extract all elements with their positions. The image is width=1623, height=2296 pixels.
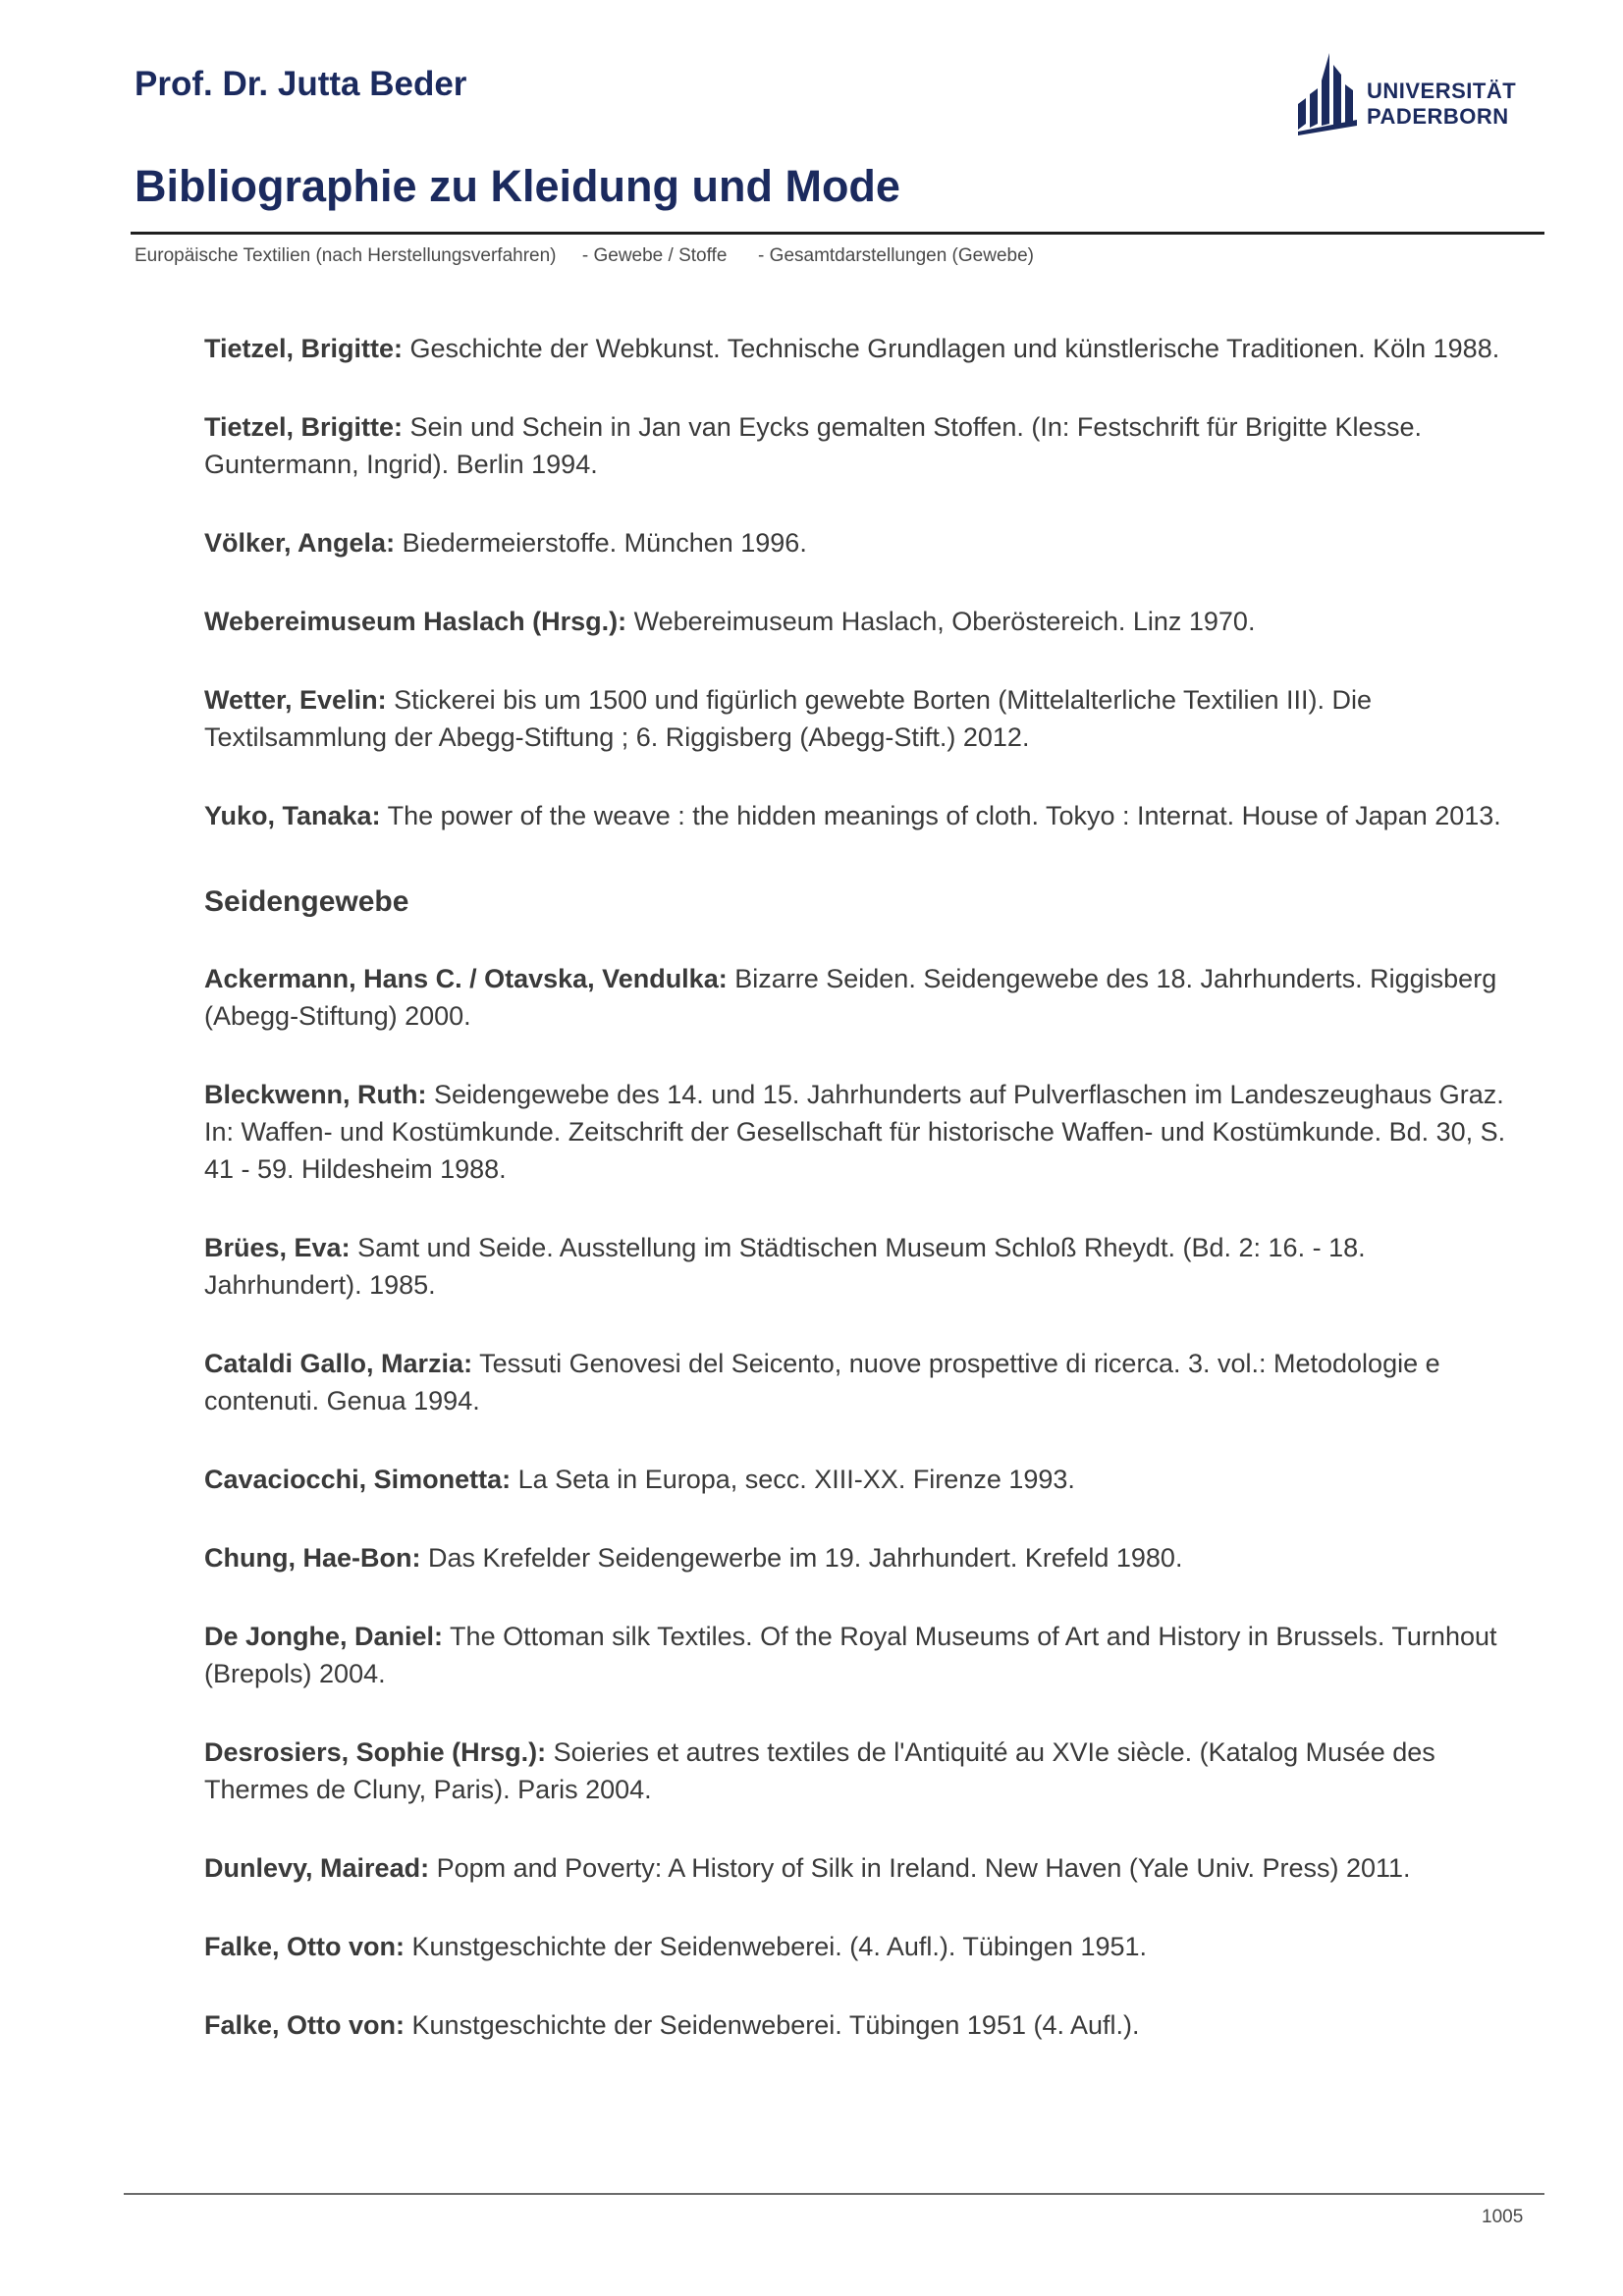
entry-author: Tietzel, Brigitte: (204, 334, 404, 363)
entry-text: Tessuti Genovesi del Seicento, nuove prospettive di ricerca. 3. vol.: Metodologie e contenuti. Genua 1994. (204, 1349, 1440, 1415)
section-heading: Seidengewebe (204, 885, 409, 918)
university-building-icon (1298, 51, 1361, 135)
entry-author: Yuko, Tanaka: (204, 801, 381, 830)
author-header: Prof. Dr. Jutta Beder (135, 65, 467, 103)
entry-text: Webereimuseum Haslach, Oberöstereich. Linz 1970. (626, 607, 1256, 636)
bibliography-entry (204, 1618, 1520, 1692)
bibliography-entry (204, 1734, 1520, 1808)
entry-author: Völker, Angela: (204, 528, 396, 558)
entry-text: Sein und Schein in Jan van Eycks gemalten Stoffen. (In: Festschrift für Brigitte Klesse. Guntermann, Ingrid). Berlin 1994. (204, 412, 1423, 479)
entry-text: Seidengewebe des 14. und 15. Jahrhunderts auf Pulverflaschen im Landeszeughaus Graz. In: Waffen- und Kostümkunde. Zeitschrift der Gesellschaft für historische Waffen- und Kostümkunde. Bd. 30, S. 41 - 59. Hildesheim 1988. (204, 1080, 1506, 1184)
bibliography-list (204, 330, 1520, 2085)
bibliography-entry (204, 960, 1520, 1035)
entry-author: Desrosiers, Sophie (Hrsg.): (204, 1737, 547, 1767)
bibliography-entry (204, 1539, 1520, 1576)
bibliography-entry (204, 330, 1520, 367)
university-logo (1298, 51, 1524, 135)
entry-author: Cataldi Gallo, Marzia: (204, 1349, 473, 1378)
page-number: 1005 (1482, 2207, 1524, 2227)
entry-text: Biedermeierstoffe. München 1996. (395, 528, 807, 558)
bibliography-entry (204, 2006, 1520, 2044)
entry-author: Falke, Otto von: (204, 1932, 406, 1961)
entry-text: Kunstgeschichte der Seidenweberei. Tübingen 1951 (4. Aufl.). (405, 2010, 1140, 2040)
document-title: Bibliographie zu Kleidung und Mode (135, 161, 900, 211)
bibliography-entry (204, 1461, 1520, 1498)
entry-text: Popm and Poverty: A History of Silk in Ireland. New Haven (Yale Univ. Press) 2011. (429, 1853, 1411, 1883)
entry-text: Soieries et autres textiles de l'Antiquité au XVIe siècle. (Katalog Musée des Thermes de Cluny, Paris). Paris 2004. (204, 1737, 1435, 1804)
bibliography-entry (204, 797, 1520, 834)
entry-author: Brües, Eva: (204, 1233, 351, 1262)
entry-text: Kunstgeschichte der Seidenweberei. (4. Aufl.). Tübingen 1951. (405, 1932, 1148, 1961)
entry-author: Chung, Hae-Bon: (204, 1543, 421, 1573)
logo-line-paderborn: PADERBORN (1367, 104, 1509, 129)
bibliography-entry (204, 681, 1520, 756)
entry-text: Bizarre Seiden. Seidengewebe des 18. Jahrhunderts. Riggisberg (Abegg-Stiftung) 2000. (204, 964, 1497, 1031)
bibliography-entry (204, 1849, 1520, 1887)
entry-text: Samt und Seide. Ausstellung im Städtischen Museum Schloß Rheydt. (Bd. 2: 16. - 18. Jahrhundert). 1985. (204, 1233, 1366, 1300)
bibliography-entry (204, 408, 1520, 483)
bibliography-entry (204, 1928, 1520, 1965)
entry-text: The Ottoman silk Textiles. Of the Royal Museums of Art and History in Brussels. Turnhout (Brepols) 2004. (204, 1622, 1497, 1688)
bibliography-entry (204, 603, 1520, 640)
entry-author: Ackermann, Hans C. / Otavska, Vendulka: (204, 964, 728, 993)
entry-author: Webereimuseum Haslach (Hrsg.): (204, 607, 627, 636)
bibliography-entry (204, 1345, 1520, 1419)
entry-text: Das Krefelder Seidengewerbe im 19. Jahrhundert. Krefeld 1980. (420, 1543, 1183, 1573)
entry-author: Tietzel, Brigitte: (204, 412, 404, 442)
bibliography-entry (204, 1229, 1520, 1304)
entry-text: Stickerei bis um 1500 und figürlich gewebte Borten (Mittelalterliche Textilien III). Die Textilsammlung der Abegg-Stiftung ; 6. Riggisberg (Abegg-Stift.) 2012. (204, 685, 1373, 752)
bibliography-entry (204, 1076, 1520, 1188)
breadcrumb: Europäische Textilien (nach Herstellungsverfahren) - Gewebe / Stoffe - Gesamtdarstellungen (Gewebe) (135, 245, 1034, 266)
logo-line-universitaet: UNIVERSITÄT (1367, 79, 1517, 103)
entry-author: De Jonghe, Daniel: (204, 1622, 444, 1651)
entry-text: Geschichte der Webkunst. Technische Grundlagen und künstlerische Traditionen. Köln 1988. (403, 334, 1500, 363)
entry-text: La Seta in Europa, secc. XIII-XX. Firenze 1993. (511, 1465, 1075, 1494)
entry-author: Dunlevy, Mairead: (204, 1853, 430, 1883)
footer-divider (124, 2193, 1544, 2195)
entry-author: Wetter, Evelin: (204, 685, 387, 715)
entry-author: Bleckwenn, Ruth: (204, 1080, 427, 1109)
entry-author: Cavaciocchi, Simonetta: (204, 1465, 512, 1494)
entry-text: The power of the weave : the hidden meanings of cloth. Tokyo : Internat. House of Japan 2013. (380, 801, 1501, 830)
header-divider (131, 232, 1544, 235)
entry-author: Falke, Otto von: (204, 2010, 406, 2040)
bibliography-entry (204, 524, 1520, 561)
